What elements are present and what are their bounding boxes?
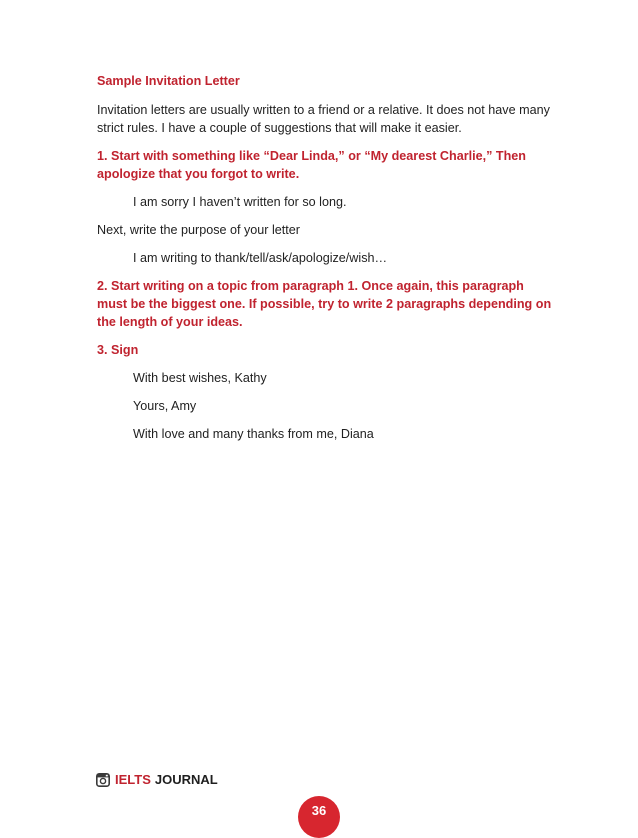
page-number-badge — [298, 796, 340, 838]
brand-journal: JOURNAL — [154, 772, 218, 787]
page-number: 36 — [311, 803, 327, 818]
intro-paragraph: Invitation letters are usually written to a friend or a relative. It does not have many strict rules. I have a couple of suggestions that will make it easier. — [97, 103, 550, 135]
brand-ielts: IELTS — [115, 772, 151, 787]
signoff-3: With love and many thanks from me, Diana — [133, 427, 374, 441]
example-sentence-2: I am writing to thank/tell/ask/apologize/wish… — [133, 251, 388, 265]
step-2: 2. Start writing on a topic from paragraph 1. Once again, this paragraph must be the biggest one. If possible, try to write 2 paragraphs depending on the length of your ideas. — [97, 279, 552, 329]
example-sentence-1: I am sorry I haven’t written for so long. — [133, 195, 347, 209]
step-1: 1. Start with something like “Dear Linda,” or “My dearest Charlie,” Then apologize that you forgot to write. — [97, 149, 526, 181]
signoff-1: With best wishes, Kathy — [133, 371, 267, 385]
next-instruction: Next, write the purpose of your letter — [97, 223, 300, 237]
document-title: Sample Invitation Letter — [97, 74, 240, 88]
instagram-icon — [96, 773, 110, 787]
document-content — [97, 72, 557, 453]
signoff-2: Yours, Amy — [133, 399, 197, 413]
step-3: 3. Sign — [97, 343, 139, 357]
footer-brand — [96, 772, 218, 787]
